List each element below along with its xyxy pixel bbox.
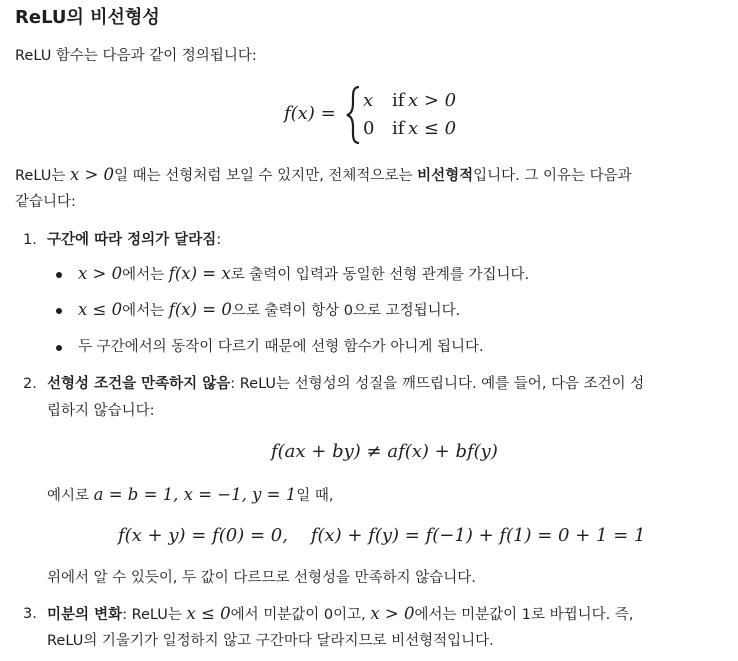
case2-cond: x ≤ 0 bbox=[408, 118, 457, 139]
item-3-text-a: : ReLU는 bbox=[122, 607, 182, 623]
intro-text: ReLU 함수는 다음과 같이 정의됩니다: bbox=[15, 48, 257, 64]
item-3-line-1 bbox=[47, 604, 633, 625]
item-2-heading: 선형성 조건을 만족하지 않음 bbox=[47, 376, 231, 392]
item-1-bullet-3: 두 구간에서의 동작이 다르기 때문에 선형 함수가 아니게 됩니다. bbox=[78, 339, 484, 355]
item-3-math-1: x ≤ 0 bbox=[186, 604, 231, 623]
bullet-2-text-1: 에서는 bbox=[122, 303, 165, 319]
item-2-number: 2. bbox=[23, 376, 37, 392]
case1-cond: x > 0 bbox=[408, 90, 457, 111]
bullet-1-math-2: f(x) = x bbox=[168, 264, 231, 283]
bullet-2-text-2: 으로 출력이 항상 0으로 고정됩니다. bbox=[231, 303, 461, 319]
item-2-conclusion: 위에서 알 수 있듯이, 두 값이 다르므로 선형성을 만족하지 않습니다. bbox=[47, 570, 476, 586]
para1-text-a: ReLU는 bbox=[15, 168, 66, 184]
item-1-heading-text: 구간에 따라 정의가 달라짐 bbox=[47, 232, 217, 248]
para1-text-c: 입니다. 그 이유는 다음과 bbox=[473, 168, 632, 184]
case1-cond-word: if bbox=[392, 90, 405, 111]
bullet-1-text-1: 에서는 bbox=[122, 267, 165, 283]
item-1-colon: : bbox=[216, 232, 222, 248]
curly-brace-icon bbox=[345, 85, 361, 145]
definition-lhs: f(x) = bbox=[284, 103, 336, 124]
para1-math: x > 0 bbox=[69, 165, 115, 184]
example-line bbox=[47, 485, 333, 506]
item-2-text-a: : ReLU는 선형성의 성질을 깨뜨립니다. 예를 들어, 다음 조건이 성 bbox=[230, 376, 645, 392]
case2-cond-word: if bbox=[392, 118, 405, 139]
case1-expr: x bbox=[363, 90, 374, 111]
example-equation: f(x + y) = f(0) = 0, f(x) + f(y) = f(−1) + f(1) = 0 + 1 = 1 bbox=[118, 525, 646, 546]
item-3-heading: 미분의 변화 bbox=[47, 607, 123, 623]
item-2-line-1 bbox=[47, 374, 644, 394]
bullet-dot bbox=[56, 345, 62, 351]
item-1-bullet-2 bbox=[78, 300, 460, 321]
bullet-dot bbox=[56, 308, 62, 314]
bullet-1-text-2: 로 출력이 입력과 동일한 선형 관계를 가집니다. bbox=[230, 267, 530, 283]
item-1-number: 1. bbox=[23, 232, 37, 248]
paragraph-1-line-1 bbox=[15, 165, 632, 186]
item-3-line-2: ReLU의 기울기가 일정하지 않고 구간마다 달라지므로 비선형적입니다. bbox=[47, 633, 494, 649]
item-3-text-b: 에서 미분값이 0이고, bbox=[230, 607, 366, 623]
example-text-b: 일 때, bbox=[296, 488, 334, 504]
case2-expr: 0 bbox=[363, 118, 375, 139]
bullet-2-math-1: x ≤ 0 bbox=[78, 300, 123, 319]
inequality-equation: f(ax + by) ≠ af(x) + bf(y) bbox=[271, 441, 498, 462]
item-2-line-2: 립하지 않습니다: bbox=[47, 403, 155, 419]
item-1-heading bbox=[47, 230, 221, 250]
bullet-dot bbox=[56, 272, 62, 278]
item-1-bullet-1 bbox=[78, 264, 529, 285]
item-3-number: 3. bbox=[23, 606, 37, 622]
item-3-math-2: x > 0 bbox=[370, 604, 415, 623]
example-text-a: 예시로 bbox=[47, 488, 90, 504]
paragraph-1-line-2: 같습니다: bbox=[15, 194, 76, 210]
para1-text-b: 일 때는 선형처럼 보일 수 있지만, 전체적으로는 bbox=[114, 168, 413, 184]
page-title: ReLU의 비선형성 bbox=[15, 7, 160, 28]
bullet-2-math-2: f(x) = 0 bbox=[168, 300, 232, 319]
para1-bold: 비선형적 bbox=[417, 168, 474, 184]
item-3-text-c: 에서는 미분값이 1로 바뀝니다. 즉, bbox=[414, 607, 634, 623]
example-math: a = b = 1, x = −1, y = 1 bbox=[93, 485, 297, 504]
bullet-1-math-1: x > 0 bbox=[78, 264, 123, 283]
